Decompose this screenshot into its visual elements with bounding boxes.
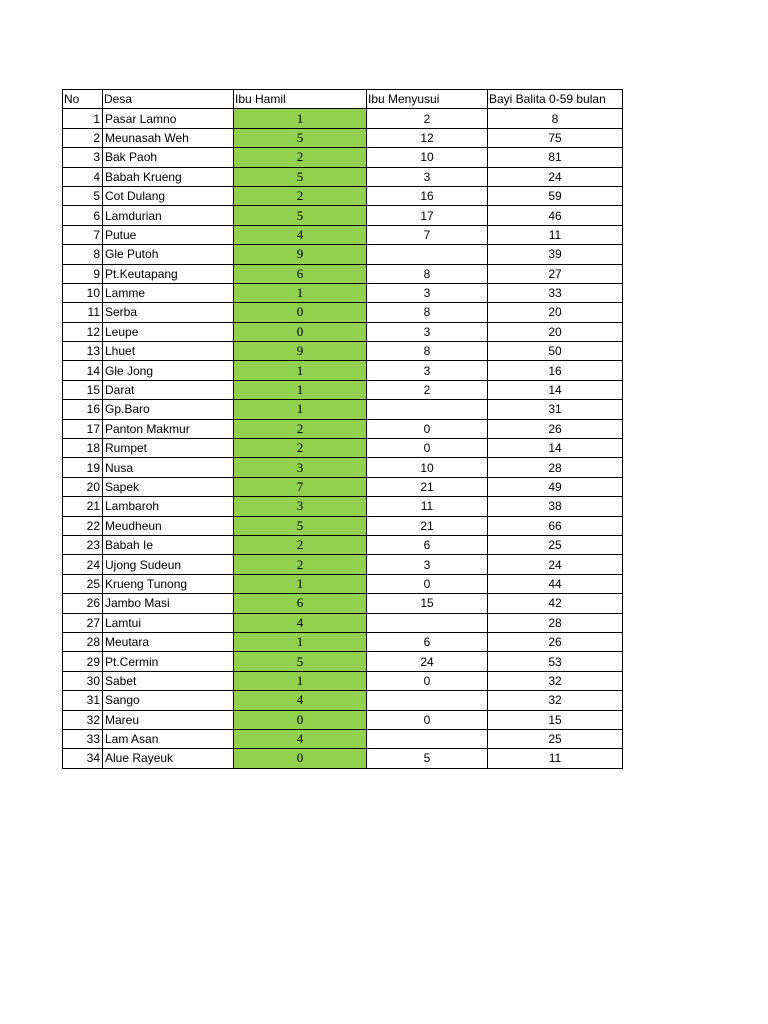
cell-ibu-menyusui[interactable]: 17	[367, 206, 488, 225]
cell-no[interactable]: 15	[63, 380, 103, 399]
cell-ibu-menyusui[interactable]: 21	[367, 477, 488, 496]
cell-ibu-hamil[interactable]: 1	[234, 671, 367, 690]
table-row	[63, 303, 623, 322]
cell-ibu-menyusui[interactable]: 6	[367, 632, 488, 651]
cell-ibu-hamil[interactable]: 0	[234, 710, 367, 729]
cell-ibu-menyusui[interactable]: 2	[367, 109, 488, 128]
cell-ibu-hamil[interactable]: 2	[234, 555, 367, 574]
cell-bayi-balita[interactable]: 28	[488, 613, 623, 632]
cell-desa[interactable]: Babah Krueng	[103, 167, 234, 186]
cell-ibu-hamil[interactable]: 5	[234, 167, 367, 186]
table-row	[63, 613, 623, 632]
header-bayi-balita[interactable]: Bayi Balita 0-59 bulan	[488, 90, 623, 109]
cell-desa[interactable]: Lhuet	[103, 342, 234, 361]
cell-no[interactable]: 23	[63, 535, 103, 554]
cell-no[interactable]: 17	[63, 419, 103, 438]
table-row	[63, 148, 623, 167]
cell-bayi-balita[interactable]: 24	[488, 167, 623, 186]
cell-desa[interactable]: Lamtui	[103, 613, 234, 632]
cell-ibu-hamil[interactable]: 7	[234, 477, 367, 496]
cell-bayi-balita[interactable]: 14	[488, 380, 623, 399]
table-row	[63, 749, 623, 768]
cell-no[interactable]: 4	[63, 167, 103, 186]
cell-bayi-balita[interactable]: 59	[488, 186, 623, 205]
cell-ibu-hamil[interactable]: 1	[234, 400, 367, 419]
cell-bayi-balita[interactable]: 31	[488, 400, 623, 419]
table-body	[63, 109, 623, 768]
cell-ibu-hamil[interactable]: 6	[234, 594, 367, 613]
cell-ibu-menyusui[interactable]: 7	[367, 225, 488, 244]
cell-desa[interactable]: Gle Jong	[103, 361, 234, 380]
cell-desa[interactable]: Sabet	[103, 671, 234, 690]
cell-desa[interactable]: Jambo Masi	[103, 594, 234, 613]
cell-no[interactable]: 34	[63, 749, 103, 768]
cell-no[interactable]: 2	[63, 128, 103, 147]
cell-bayi-balita[interactable]: 39	[488, 245, 623, 264]
cell-ibu-hamil[interactable]: 5	[234, 128, 367, 147]
cell-ibu-hamil[interactable]: 4	[234, 729, 367, 748]
table-row	[63, 458, 623, 477]
table-row	[63, 419, 623, 438]
cell-desa[interactable]: Pt.Cermin	[103, 652, 234, 671]
cell-desa[interactable]: Sango	[103, 691, 234, 710]
village-data-table	[62, 89, 623, 769]
cell-bayi-balita[interactable]: 32	[488, 671, 623, 690]
cell-ibu-menyusui[interactable]: 2	[367, 380, 488, 399]
cell-ibu-hamil[interactable]: 0	[234, 322, 367, 341]
cell-no[interactable]: 30	[63, 671, 103, 690]
cell-bayi-balita[interactable]: 32	[488, 691, 623, 710]
cell-ibu-hamil[interactable]: 2	[234, 535, 367, 554]
cell-no[interactable]: 21	[63, 497, 103, 516]
table-row	[63, 477, 623, 496]
cell-ibu-menyusui[interactable]: 3	[367, 555, 488, 574]
cell-no[interactable]: 31	[63, 691, 103, 710]
cell-ibu-menyusui[interactable]	[367, 400, 488, 419]
cell-no[interactable]: 24	[63, 555, 103, 574]
cell-no[interactable]: 19	[63, 458, 103, 477]
cell-desa[interactable]: Lamme	[103, 283, 234, 302]
table-row	[63, 167, 623, 186]
cell-ibu-hamil[interactable]: 1	[234, 632, 367, 651]
cell-no[interactable]: 8	[63, 245, 103, 264]
cell-no[interactable]: 32	[63, 710, 103, 729]
cell-ibu-hamil[interactable]: 3	[234, 458, 367, 477]
cell-bayi-balita[interactable]: 14	[488, 439, 623, 458]
table-row	[63, 322, 623, 341]
cell-desa[interactable]: Meudheun	[103, 516, 234, 535]
cell-no[interactable]: 7	[63, 225, 103, 244]
header-ibu-menyusui[interactable]: Ibu Menyusui	[367, 90, 488, 109]
cell-bayi-balita[interactable]: 28	[488, 458, 623, 477]
cell-ibu-menyusui[interactable]: 8	[367, 342, 488, 361]
table-row	[63, 516, 623, 535]
table-row	[63, 400, 623, 419]
cell-bayi-balita[interactable]: 26	[488, 632, 623, 651]
cell-no[interactable]: 29	[63, 652, 103, 671]
cell-ibu-menyusui[interactable]: 24	[367, 652, 488, 671]
cell-desa[interactable]: Lam Asan	[103, 729, 234, 748]
cell-bayi-balita[interactable]: 49	[488, 477, 623, 496]
cell-ibu-hamil[interactable]: 1	[234, 283, 367, 302]
cell-ibu-menyusui[interactable]: 6	[367, 535, 488, 554]
cell-desa[interactable]: Leupe	[103, 322, 234, 341]
cell-ibu-menyusui[interactable]	[367, 245, 488, 264]
cell-desa[interactable]: Darat	[103, 380, 234, 399]
cell-bayi-balita[interactable]: 81	[488, 148, 623, 167]
cell-bayi-balita[interactable]: 38	[488, 497, 623, 516]
cell-desa[interactable]: Meutara	[103, 632, 234, 651]
cell-no[interactable]: 1	[63, 109, 103, 128]
cell-ibu-hamil[interactable]: 2	[234, 186, 367, 205]
table-row	[63, 225, 623, 244]
cell-ibu-menyusui[interactable]: 0	[367, 671, 488, 690]
header-ibu-hamil[interactable]: Ibu Hamil	[234, 90, 367, 109]
table-row	[63, 264, 623, 283]
table-row	[63, 109, 623, 128]
cell-no[interactable]: 6	[63, 206, 103, 225]
cell-desa[interactable]: Alue Rayeuk	[103, 749, 234, 768]
cell-no[interactable]: 9	[63, 264, 103, 283]
cell-ibu-menyusui[interactable]: 12	[367, 128, 488, 147]
cell-no[interactable]: 11	[63, 303, 103, 322]
table-row	[63, 342, 623, 361]
cell-ibu-menyusui[interactable]: 0	[367, 574, 488, 593]
cell-ibu-menyusui[interactable]: 3	[367, 283, 488, 302]
cell-bayi-balita[interactable]: 25	[488, 535, 623, 554]
cell-ibu-menyusui[interactable]: 21	[367, 516, 488, 535]
table-row	[63, 497, 623, 516]
cell-desa[interactable]: Lambaroh	[103, 497, 234, 516]
cell-bayi-balita[interactable]: 11	[488, 225, 623, 244]
cell-ibu-menyusui[interactable]: 3	[367, 361, 488, 380]
table-row	[63, 555, 623, 574]
cell-ibu-hamil[interactable]: 1	[234, 361, 367, 380]
cell-ibu-menyusui[interactable]: 11	[367, 497, 488, 516]
cell-desa[interactable]: Cot Dulang	[103, 186, 234, 205]
cell-ibu-menyusui[interactable]	[367, 691, 488, 710]
cell-ibu-hamil[interactable]: 4	[234, 225, 367, 244]
table-row	[63, 128, 623, 147]
table-row	[63, 380, 623, 399]
cell-bayi-balita[interactable]: 8	[488, 109, 623, 128]
table-row	[63, 671, 623, 690]
cell-ibu-menyusui[interactable]: 10	[367, 458, 488, 477]
cell-ibu-menyusui[interactable]: 15	[367, 594, 488, 613]
cell-ibu-hamil[interactable]: 4	[234, 613, 367, 632]
cell-ibu-hamil[interactable]: 2	[234, 439, 367, 458]
cell-bayi-balita[interactable]: 50	[488, 342, 623, 361]
cell-no[interactable]: 33	[63, 729, 103, 748]
cell-desa[interactable]: Serba	[103, 303, 234, 322]
cell-bayi-balita[interactable]: 27	[488, 264, 623, 283]
cell-bayi-balita[interactable]: 16	[488, 361, 623, 380]
cell-bayi-balita[interactable]: 11	[488, 749, 623, 768]
cell-desa[interactable]: Nusa	[103, 458, 234, 477]
cell-bayi-balita[interactable]: 66	[488, 516, 623, 535]
cell-desa[interactable]: Lamdurian	[103, 206, 234, 225]
cell-ibu-menyusui[interactable]: 0	[367, 710, 488, 729]
cell-no[interactable]: 22	[63, 516, 103, 535]
cell-desa[interactable]: Ujong Sudeun	[103, 555, 234, 574]
cell-ibu-menyusui[interactable]	[367, 729, 488, 748]
cell-no[interactable]: 3	[63, 148, 103, 167]
table-row	[63, 439, 623, 458]
table-row	[63, 361, 623, 380]
cell-no[interactable]: 14	[63, 361, 103, 380]
cell-no[interactable]: 27	[63, 613, 103, 632]
table-row	[63, 710, 623, 729]
cell-ibu-menyusui[interactable]	[367, 613, 488, 632]
cell-desa[interactable]: Pt.Keutapang	[103, 264, 234, 283]
cell-bayi-balita[interactable]: 42	[488, 594, 623, 613]
cell-bayi-balita[interactable]: 33	[488, 283, 623, 302]
cell-no[interactable]: 16	[63, 400, 103, 419]
cell-ibu-hamil[interactable]: 1	[234, 109, 367, 128]
cell-desa[interactable]: Gle Putoh	[103, 245, 234, 264]
header-desa[interactable]: Desa	[103, 90, 234, 109]
cell-ibu-hamil[interactable]: 2	[234, 148, 367, 167]
table-row	[63, 691, 623, 710]
cell-ibu-hamil[interactable]: 5	[234, 652, 367, 671]
cell-desa[interactable]: Babah Ie	[103, 535, 234, 554]
header-no[interactable]: No	[63, 90, 103, 109]
table-row	[63, 652, 623, 671]
table-row	[63, 186, 623, 205]
table-row	[63, 729, 623, 748]
cell-ibu-hamil[interactable]: 2	[234, 419, 367, 438]
table-row	[63, 535, 623, 554]
cell-ibu-menyusui[interactable]: 10	[367, 148, 488, 167]
cell-bayi-balita[interactable]: 53	[488, 652, 623, 671]
cell-desa[interactable]: Gp.Baro	[103, 400, 234, 419]
cell-ibu-hamil[interactable]: 5	[234, 206, 367, 225]
cell-ibu-hamil[interactable]: 0	[234, 749, 367, 768]
cell-desa[interactable]: Pasar Lamno	[103, 109, 234, 128]
cell-desa[interactable]: Putue	[103, 225, 234, 244]
cell-desa[interactable]: Bak Paoh	[103, 148, 234, 167]
cell-bayi-balita[interactable]: 26	[488, 419, 623, 438]
cell-ibu-menyusui[interactable]: 5	[367, 749, 488, 768]
cell-no[interactable]: 28	[63, 632, 103, 651]
cell-bayi-balita[interactable]: 20	[488, 303, 623, 322]
cell-desa[interactable]: Rumpet	[103, 439, 234, 458]
cell-desa[interactable]: Krueng Tunong	[103, 574, 234, 593]
cell-ibu-hamil[interactable]: 5	[234, 516, 367, 535]
cell-ibu-hamil[interactable]: 4	[234, 691, 367, 710]
cell-bayi-balita[interactable]: 15	[488, 710, 623, 729]
cell-ibu-hamil[interactable]: 1	[234, 380, 367, 399]
cell-ibu-menyusui[interactable]: 0	[367, 419, 488, 438]
cell-no[interactable]: 13	[63, 342, 103, 361]
cell-bayi-balita[interactable]: 20	[488, 322, 623, 341]
cell-no[interactable]: 20	[63, 477, 103, 496]
cell-desa[interactable]: Mareu	[103, 710, 234, 729]
cell-bayi-balita[interactable]: 46	[488, 206, 623, 225]
cell-bayi-balita[interactable]: 75	[488, 128, 623, 147]
cell-no[interactable]: 10	[63, 283, 103, 302]
cell-ibu-menyusui[interactable]: 8	[367, 303, 488, 322]
cell-bayi-balita[interactable]: 44	[488, 574, 623, 593]
cell-desa[interactable]: Panton Makmur	[103, 419, 234, 438]
table-row	[63, 206, 623, 225]
cell-ibu-menyusui[interactable]: 0	[367, 439, 488, 458]
table-row	[63, 283, 623, 302]
cell-ibu-hamil[interactable]: 1	[234, 574, 367, 593]
cell-no[interactable]: 12	[63, 322, 103, 341]
cell-ibu-hamil[interactable]: 9	[234, 245, 367, 264]
cell-no[interactable]: 5	[63, 186, 103, 205]
cell-bayi-balita[interactable]: 25	[488, 729, 623, 748]
cell-no[interactable]: 25	[63, 574, 103, 593]
cell-ibu-hamil[interactable]: 9	[234, 342, 367, 361]
table-row	[63, 594, 623, 613]
cell-ibu-hamil[interactable]: 0	[234, 303, 367, 322]
cell-desa[interactable]: Meunasah Weh	[103, 128, 234, 147]
table-row	[63, 574, 623, 593]
cell-ibu-hamil[interactable]: 3	[234, 497, 367, 516]
cell-ibu-hamil[interactable]: 6	[234, 264, 367, 283]
cell-ibu-menyusui[interactable]: 8	[367, 264, 488, 283]
cell-ibu-menyusui[interactable]: 3	[367, 167, 488, 186]
cell-ibu-menyusui[interactable]: 16	[367, 186, 488, 205]
cell-desa[interactable]: Sapek	[103, 477, 234, 496]
table-row	[63, 245, 623, 264]
cell-ibu-menyusui[interactable]: 3	[367, 322, 488, 341]
header-row	[63, 90, 623, 109]
cell-bayi-balita[interactable]: 24	[488, 555, 623, 574]
cell-no[interactable]: 26	[63, 594, 103, 613]
cell-no[interactable]: 18	[63, 439, 103, 458]
table-row	[63, 632, 623, 651]
